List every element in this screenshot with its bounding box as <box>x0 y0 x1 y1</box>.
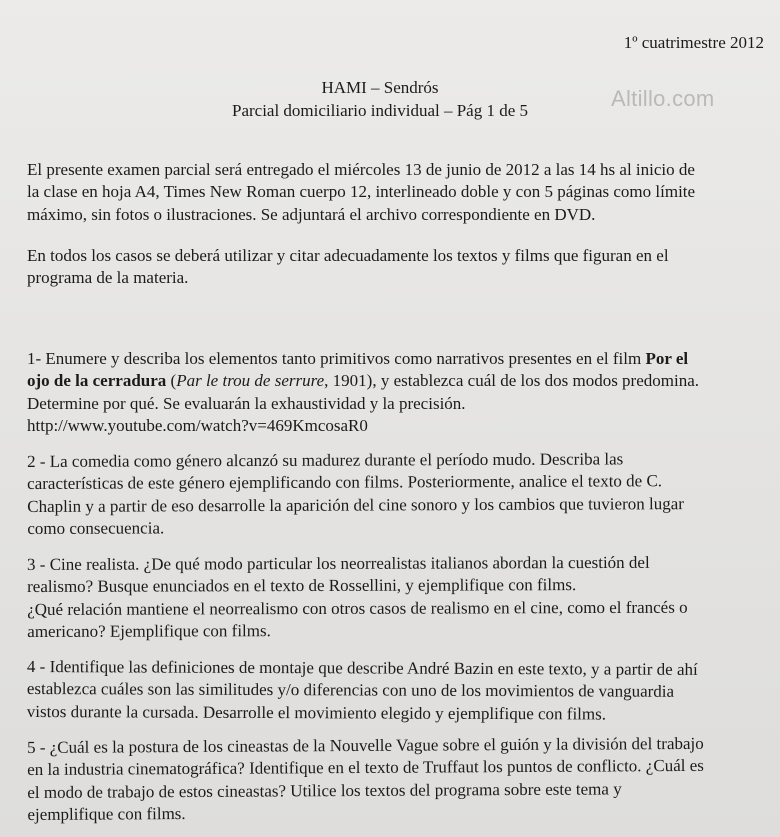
text-line: ¿Qué relación mantiene el neorrealismo con otros casos de realismo en el cine, como el francés o <box>27 597 688 619</box>
text-line: 3 - Cine realista. ¿De qué modo particular los neorrealistas italianos abordan la cuestión del <box>27 552 650 574</box>
text-line <box>27 348 767 370</box>
text-line: En todos los casos se deberá utilizar y citar adecuadamente los textos y films que figuran en el <box>27 246 669 265</box>
text-line: 4 - Identifique las definiciones de montaje que describe André Bazin en este texto, y a partir de ahí <box>26 657 698 679</box>
q1-text: 1- Enumere y describa los elementos tanto primitivos como narrativos presentes en el film <box>27 349 646 368</box>
question-2 <box>27 448 767 540</box>
text-line: establezca cuáles son las similitudes y/o diferencias con uno de los movimientos de vanguardia <box>26 679 675 702</box>
text-line: vistos durante la cursada. Desarrolle el movimiento elegido y ejemplifique con films. <box>26 701 607 724</box>
watermark-logo: Altillo.com <box>611 86 715 111</box>
text-line: programa de la materia. <box>27 268 189 288</box>
course-title: HAMI – Sendrós <box>321 78 439 97</box>
question-1 <box>27 348 767 437</box>
text-line: la clase en hoja A4, Times New Roman cuerpo 12, interlineado doble y con 5 páginas como límite <box>27 182 696 202</box>
text-line: en la industria cinematográfica? Identifique en el texto de Truffaut los puntos de conflicto. ¿Cuál es <box>27 756 704 780</box>
intro-paragraph-1 <box>27 159 767 226</box>
question-3 <box>27 551 767 643</box>
text-line: El presente examen parcial será entregado el miércoles 13 de junio de 2012 a las 14 hs al inicio de <box>27 160 695 179</box>
text-line: características de este género ejemplificando con films. Posteriormente, analice el texto de C. <box>27 471 663 494</box>
text-line: máximo, sin fotos o ilustraciones. Se adjuntará el archivo correspondiente en DVD. <box>27 204 596 224</box>
exam-subtitle: Parcial domiciliario individual – Pág 1 de 5 <box>231 101 529 120</box>
intro-paragraph-2 <box>27 245 767 290</box>
text-line: 5 - ¿Cuál es la postura de los cineastas de la Nouvelle Vague sobre el guión y la división del trabajo <box>27 733 704 757</box>
text-line <box>27 370 767 392</box>
film-title-bold: ojo de la cerradura <box>27 371 167 391</box>
text-line: Determine por qué. Se evaluarán la exhaustividad y la precisión. <box>27 393 466 413</box>
film-original-title: Par le trou de serrure <box>176 371 325 391</box>
text-line: ejemplifique con films. <box>27 803 186 824</box>
video-url: http://www.youtube.com/watch?v=469KmcosaR0 <box>27 415 368 435</box>
text-line: 2 - La comedia como género alcanzó su madurez durante el período mudo. Describa las <box>27 449 624 471</box>
semester-label: 1º cuatrimestre 2012 <box>623 33 764 52</box>
text-line: como consecuencia. <box>27 518 165 538</box>
text-line: realismo? Busque enunciados en el texto de Rossellini, y ejemplifique con films. <box>27 575 577 597</box>
q1-paren: ( <box>166 371 177 391</box>
film-title-bold: Por el <box>645 349 689 368</box>
question-5 <box>27 732 768 826</box>
q1-text: , 1901), y establezca cuál de los dos modos predomina. <box>324 371 700 391</box>
text-line: el modo de trabajo de estos cineastas? Utilice los textos del programa sobre este tema y <box>27 778 622 802</box>
text-line: Chaplin y a partir de eso desarrolle la aparición del cine sonoro y los cambios que tuvieron lugar <box>27 493 684 516</box>
question-4 <box>27 656 767 726</box>
text-line: americano? Ejemplifique con films. <box>27 621 271 641</box>
